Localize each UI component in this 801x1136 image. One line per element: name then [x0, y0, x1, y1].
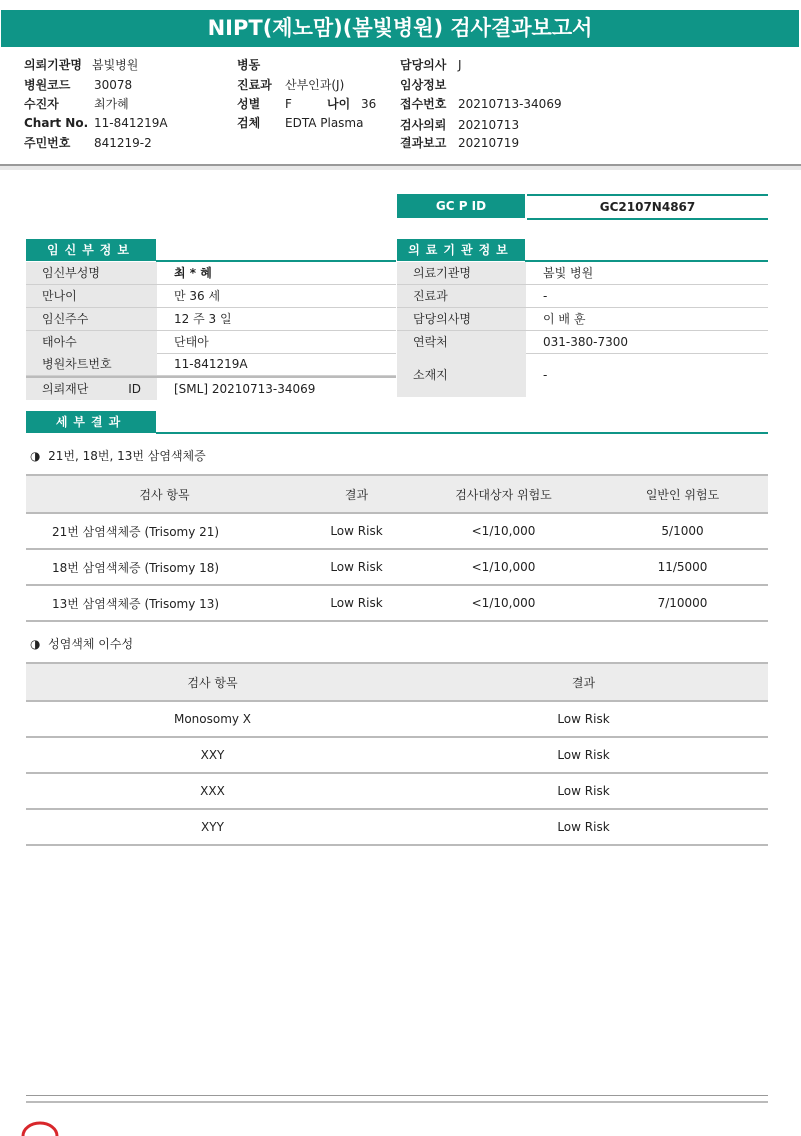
trisomy-table	[26, 474, 768, 622]
header-doctor: 담당의사 J	[400, 58, 462, 72]
cell-item: 18번 삼염색체증 (Trisomy 18)	[26, 549, 303, 585]
row-label: 태아수	[26, 331, 157, 353]
report-title: NIPT(제노맘)(봄빛병원) 검사결과보고서	[1, 10, 799, 47]
half-circle-icon: ◑	[30, 637, 41, 651]
header-report-date: 결과보고 20210719	[400, 136, 520, 150]
cell-result: Low Risk	[303, 513, 410, 549]
cell-item: XXX	[26, 773, 399, 809]
patient-row-foundation-id	[26, 376, 396, 400]
row-value: 11-841219A	[174, 357, 248, 371]
header-specimen: 검체 EDTA Plasma	[237, 116, 364, 130]
row-value: -	[543, 289, 548, 303]
header-clinical-info: 임상정보	[400, 78, 447, 92]
sex-chrom-heading: ◑ 성염색체 이수성	[30, 637, 134, 651]
gcp-id-value: GC2107N4867	[527, 194, 768, 220]
patient-row-name	[26, 262, 396, 285]
header-divider-shadow	[0, 166, 801, 170]
patient-row-chart	[26, 353, 396, 376]
row-value: 봄빛 병원	[543, 266, 594, 280]
row-label: 연락처	[397, 331, 526, 353]
col-header: 검사 항목	[26, 663, 399, 701]
col-header: 일반인 위험도	[597, 475, 768, 513]
header-ward: 병동	[237, 58, 261, 72]
patient-row-weeks	[26, 308, 396, 331]
row-value: 031-380-7300	[543, 335, 629, 349]
cell-item: 21번 삼염색체증 (Trisomy 21)	[26, 513, 303, 549]
logo-arc-icon	[20, 1114, 60, 1136]
sex-chrom-table	[26, 662, 768, 846]
inst-row-name	[397, 262, 768, 285]
row-label: 의료기관명	[397, 262, 526, 284]
row-label: 의뢰재단 ID	[26, 378, 157, 400]
row-value: 12 주 3 일	[174, 312, 232, 326]
header-institution: 의뢰기관명 봄빛병원	[24, 58, 139, 72]
header-chart-no: Chart No. 11-841219A	[24, 116, 168, 130]
cell-subject-risk: <1/10,000	[410, 513, 597, 549]
cell-item: XXY	[26, 737, 399, 773]
row-value: 최 * 혜	[174, 266, 212, 280]
institution-section-title: 의료기관정보	[397, 239, 525, 261]
inst-row-address	[397, 353, 768, 397]
cell-result: Low Risk	[399, 737, 768, 773]
cell-item: XYY	[26, 809, 399, 845]
header-sex: 성별 F	[237, 97, 292, 111]
row-label: 만나이	[26, 285, 157, 307]
col-header: 결과	[303, 475, 410, 513]
row-value: 이 배 훈	[543, 312, 586, 326]
header-age: 나이 36	[327, 97, 377, 111]
table-row	[26, 773, 768, 809]
cell-item: 13번 삼염색체증 (Trisomy 13)	[26, 585, 303, 621]
header-receipt-no: 접수번호 20210713-34069	[400, 97, 562, 111]
header-department: 진료과 산부인과(J)	[237, 78, 345, 92]
col-header: 결과	[399, 663, 768, 701]
patient-section-title: 임신부정보	[26, 239, 156, 261]
row-value: 만 36 세	[174, 289, 221, 303]
row-label: 임신부성명	[26, 262, 157, 284]
row-label: 병원차트번호	[26, 353, 157, 375]
table-row	[26, 585, 768, 621]
row-label: 임신주수	[26, 308, 157, 330]
inst-row-contact	[397, 331, 768, 354]
table-row	[26, 513, 768, 549]
cell-result: Low Risk	[303, 549, 410, 585]
cell-general-risk: 7/10000	[597, 585, 768, 621]
col-header: 검사 항목	[26, 475, 303, 513]
row-value: 단태아	[174, 335, 209, 349]
cell-subject-risk: <1/10,000	[410, 549, 597, 585]
header-hospital-code: 병원코드 30078	[24, 78, 133, 92]
row-value: -	[543, 368, 548, 382]
patient-row-age	[26, 285, 396, 308]
row-label: 담당의사명	[397, 308, 526, 330]
footer-line	[26, 1095, 768, 1096]
patient-row-fetus	[26, 331, 396, 354]
cell-subject-risk: <1/10,000	[410, 585, 597, 621]
footer-line-2	[26, 1101, 768, 1103]
cell-result: Low Risk	[399, 809, 768, 845]
header-resident-no: 주민번호 841219-2	[24, 136, 152, 150]
header-patient: 수진자 최가혜	[24, 97, 129, 111]
cell-result: Low Risk	[399, 701, 768, 737]
table-row	[26, 701, 768, 737]
half-circle-icon: ◑	[30, 449, 41, 463]
gcp-id-label: GC P ID	[397, 194, 525, 218]
table-row	[26, 809, 768, 845]
trisomy-heading: ◑ 21번, 18번, 13번 삼염색체증	[30, 449, 206, 463]
header-request-date: 검사의뢰 20210713	[400, 118, 520, 132]
cell-general-risk: 5/1000	[597, 513, 768, 549]
row-value: [SML] 20210713-34069	[174, 382, 316, 396]
inst-row-department	[397, 285, 768, 308]
table-row	[26, 549, 768, 585]
detail-section-line	[156, 432, 768, 434]
inst-row-doctor	[397, 308, 768, 331]
row-label: 소재지	[397, 353, 526, 397]
cell-general-risk: 11/5000	[597, 549, 768, 585]
cell-item: Monosomy X	[26, 701, 399, 737]
row-label: 진료과	[397, 285, 526, 307]
header-info	[0, 47, 801, 165]
table-row	[26, 737, 768, 773]
col-header: 검사대상자 위험도	[410, 475, 597, 513]
detail-section-title: 세부결과	[26, 411, 156, 433]
cell-result: Low Risk	[303, 585, 410, 621]
cell-result: Low Risk	[399, 773, 768, 809]
